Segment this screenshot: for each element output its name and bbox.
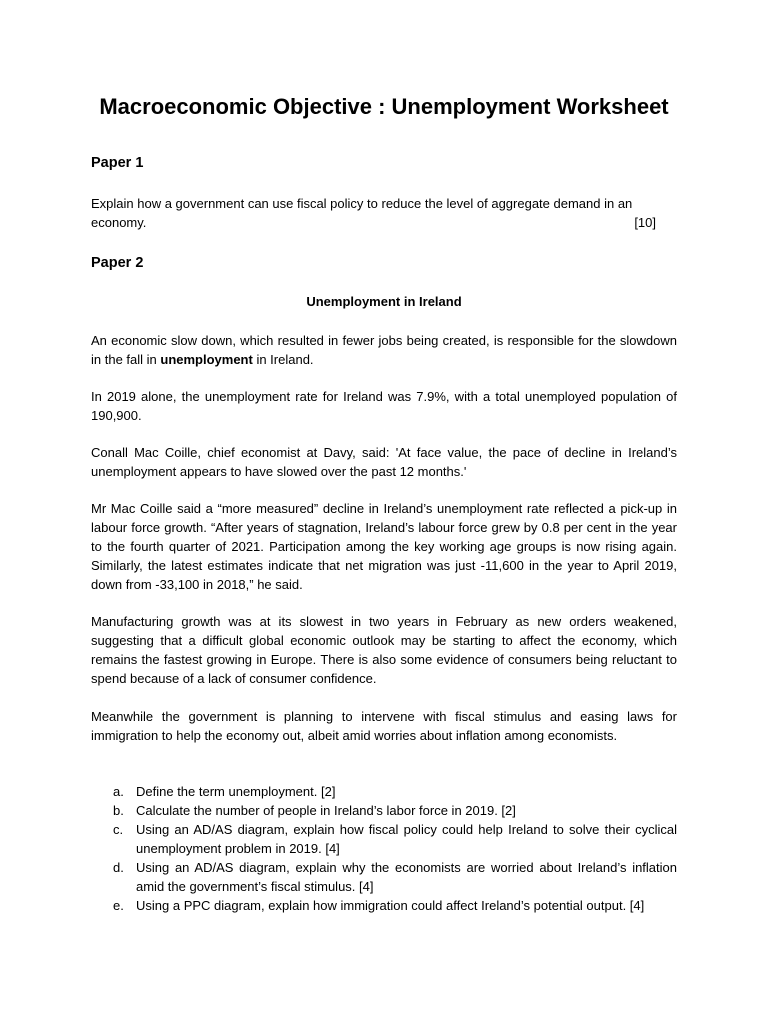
question-item	[91, 801, 677, 820]
question-text: Calculate the number of people in Ireland’s labor force in 2019. [2]	[136, 803, 516, 818]
article-paragraph-4: Mr Mac Coille said a “more measured” decline in Ireland’s unemployment rate reflected a pick-up in labour force growth. “After years of stagnation, Ireland’s labour force grew by 0.8 per cent in the year to the fourth quarter of 2021. Participation among the key working age groups is now rising again. Similarly, the latest estimates indicate that net migration was just -11,600 in the year to April 2019, down from -33,100 in 2018,” he said.	[91, 501, 677, 592]
question-text: Using a PPC diagram, explain how immigration could affect Ireland’s potential output. [4]	[136, 898, 645, 913]
question-item	[91, 820, 677, 858]
question-text: Define the term unemployment. [2]	[136, 784, 336, 799]
paper1-question-line2: economy.	[91, 215, 147, 230]
article-paragraph-6: Meanwhile the government is planning to intervene with fiscal stimulus and easing laws for immigration to help the economy out, albeit amid worries about inflation among economists.	[91, 709, 677, 743]
paragraph-1-text: An economic slow down, which resulted in fewer jobs being created, is responsible for the slowdown in the fall in	[91, 333, 677, 367]
paragraph-1-bold-term: unemployment	[160, 352, 253, 367]
paper2-heading: Paper 2	[91, 255, 144, 271]
question-letter: a.	[113, 784, 124, 799]
paper1-marks: [10]	[634, 215, 656, 230]
question-letter: c.	[113, 822, 124, 837]
question-letter: d.	[113, 860, 124, 875]
question-item	[91, 782, 677, 801]
article-paragraph-2: In 2019 alone, the unemployment rate for Ireland was 7.9%, with a total unemployed population of 190,900.	[91, 389, 677, 423]
question-letter: e.	[113, 898, 124, 913]
question-item	[91, 858, 677, 896]
article-paragraph-3: Conall Mac Coille, chief economist at Davy, said: 'At face value, the pace of decline in Ireland’s unemployment appears to have slowed over the past 12 months.'	[91, 445, 677, 479]
paper1-question	[91, 194, 677, 232]
paper1-question-line1: Explain how a government can use fiscal policy to reduce the level of aggregate demand in an	[91, 196, 633, 211]
question-item	[91, 896, 677, 915]
article-title: Unemployment in Ireland	[306, 294, 462, 309]
paper1-heading: Paper 1	[91, 155, 144, 171]
article-paragraph-1	[91, 331, 677, 369]
question-list	[91, 782, 677, 915]
question-text: Using an AD/AS diagram, explain why the economists are worried about Ireland’s inflation amid the government’s fiscal stimulus. [4]	[136, 860, 677, 894]
paragraph-1-end: in Ireland.	[252, 352, 314, 367]
article-paragraph-5: Manufacturing growth was at its slowest in two years in February as new orders weakened, suggesting that a difficult global economic outlook may be starting to affect the economy, which remains the fastest growing in Europe. There is also some evidence of consumers being reluctant to spend because of a lack of consumer confidence.	[91, 614, 677, 686]
page-title: Macroeconomic Objective : Unemployment Worksheet	[99, 94, 669, 119]
question-letter: b.	[113, 803, 124, 818]
question-text: Using an AD/AS diagram, explain how fiscal policy could help Ireland to solve their cyclical unemployment problem in 2019. [4]	[136, 822, 677, 856]
